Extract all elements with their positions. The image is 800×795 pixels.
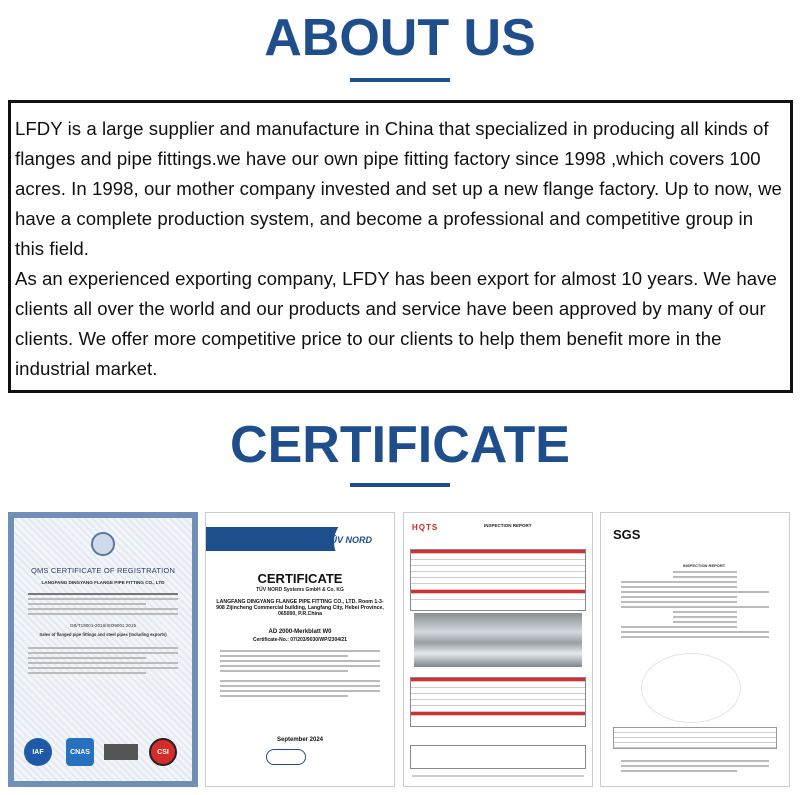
about-us-underline xyxy=(350,78,450,82)
hqts-inspection-report-image[interactable] xyxy=(403,512,593,787)
sgs-inspection-report-image[interactable] xyxy=(600,512,790,787)
tuv-standard: AD 2000-Merkblatt W0 xyxy=(268,629,332,635)
tuv-stamp-icon xyxy=(266,749,306,765)
about-us-heading: ABOUT US xyxy=(264,9,536,67)
hqts-result-table xyxy=(410,677,586,727)
management-system-logo-icon xyxy=(104,744,138,760)
sgs-footer xyxy=(613,757,777,775)
hqts-footer xyxy=(412,775,584,777)
qms-company-name: LANGFANG DINGYANG FLANGE PIPE FITTING CO., LTD xyxy=(41,580,165,585)
certificate-heading: CERTIFICATE xyxy=(230,416,570,474)
iaf-logo-icon: IAF xyxy=(24,738,52,766)
hqts-logo: HQTS xyxy=(412,523,439,532)
cnas-logo-icon: CNAS xyxy=(66,738,94,766)
tuv-company-address: LANGFANG DINGYANG FLANGE PIPE FITTING CO., LTD. Room 1-3-908 Zijincheng Commercial building, Langfang City, Hebei Province, 065000, P.R.China xyxy=(216,599,384,617)
certificate-underline xyxy=(350,483,450,487)
sgs-report-heading: INSPECTION REPORT xyxy=(683,563,726,568)
qms-scope: Sales of flanged pipe fittings and steel pipes (Including exports) xyxy=(39,632,167,637)
sgs-logo: SGS xyxy=(613,527,641,542)
tuv-issuer: TÜV NORD Systems GmbH & Co. KG xyxy=(256,587,344,593)
tuv-nord-logo: TÜV NORD xyxy=(325,535,372,545)
csi-logo-icon: CSI xyxy=(149,738,177,766)
qms-certificate-body xyxy=(20,590,186,677)
hqts-signature-box xyxy=(410,745,586,769)
hqts-report-heading: INSPECTION REPORT xyxy=(484,523,532,528)
tuv-nord-certificate-image[interactable] xyxy=(205,512,395,787)
about-us-text xyxy=(15,114,785,384)
tuv-certificate-title: CERTIFICATE xyxy=(257,571,343,586)
qms-standard: GB/T19001-2016/ISO9001:2015 xyxy=(69,623,137,628)
tuv-valid-until: September 2024 xyxy=(276,737,324,743)
tuv-certificate-number: Certificate-No.: 07/203/9030/WP/2304/21 xyxy=(253,637,347,643)
about-paragraph-2: As an experienced exporting company, LFDY has been export for almost 10 years. We have clients all over the world and our products and service have been approved by many of our clients. We offer more competitive price to our clients to help them benefit more in the industrial market. xyxy=(15,268,777,379)
tuv-certificate-body xyxy=(212,647,388,700)
watermark-icon xyxy=(641,653,741,723)
qms-certificate-title: QMS CERTIFICATE OF REGISTRATION xyxy=(30,566,176,575)
seal-icon xyxy=(91,532,115,556)
qms-certificate-image[interactable] xyxy=(8,512,198,787)
pipe-photo xyxy=(414,613,582,667)
qms-accreditation-logos xyxy=(24,738,184,768)
sgs-instrument-table xyxy=(613,727,777,749)
sgs-report-body xyxy=(613,563,777,641)
hqts-info-table xyxy=(410,549,586,611)
about-paragraph-1: LFDY is a large supplier and manufacture in China that specialized in producing all kinds of flanges and pipe fittings.we have our own pipe fitting factory since 1998 ,which covers 100 acres. In 1998, our mother company invested and set up a new flange factory. Up to now, we have a complete production system, and become a professional and competitive group in this field. xyxy=(15,118,782,259)
